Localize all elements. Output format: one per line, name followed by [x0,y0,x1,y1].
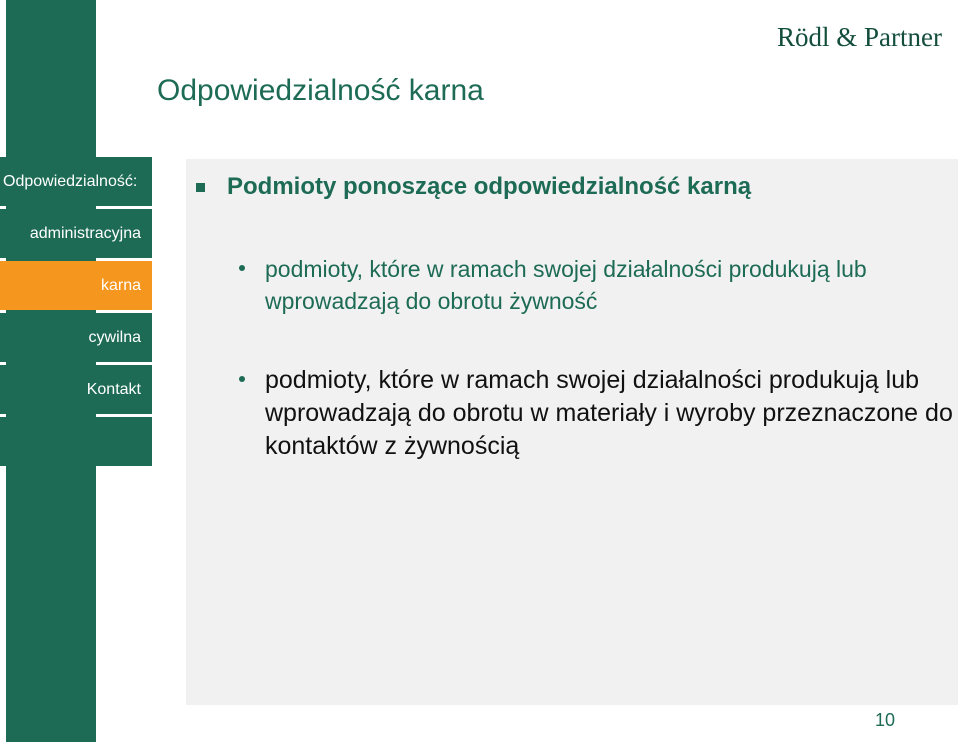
nav-item-empty [0,417,152,466]
square-bullet-icon [196,183,205,192]
section-heading-row [196,173,751,201]
side-nav [0,157,152,466]
section-heading: Podmioty ponoszące odpowiedzialność karną [227,173,752,200]
logo: Rödl & Partner [777,22,942,52]
page-number: 10 [874,710,895,730]
list-item [239,253,954,317]
nav-header: Odpowiedzialność: [0,157,152,206]
bullet-dot-icon [239,265,245,271]
bullet-text: podmioty, które w ramach swojej działalności produkują lub wprowadzają do obrotu żywność [265,256,867,314]
list-item [239,364,954,463]
nav-item-kontakt[interactable]: Kontakt [0,365,152,414]
page-title: Odpowiedzialność karna [157,74,484,107]
nav-item-karna[interactable]: karna [0,261,152,310]
bullet-dot-icon [239,376,245,382]
nav-item-cywilna[interactable]: cywilna [0,313,152,362]
bullet-text: podmioty, które w ramach swojej działalności produkują lub wprowadzają do obrotu w materiały i wyroby przeznaczone do kontaktów z żywnością [265,366,953,460]
nav-item-administracyjna[interactable]: administracyjna [0,209,152,258]
